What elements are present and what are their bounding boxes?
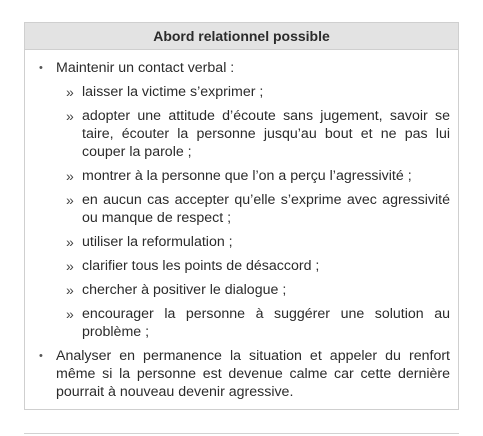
info-box (24, 22, 459, 410)
sub-item-text: chercher à positiver le dialogue ; (82, 282, 287, 298)
bullet-chevron: » (66, 282, 74, 298)
list-item-analyse (35, 347, 450, 401)
sub-item (66, 167, 450, 185)
sub-item-text: clarifier tous les points de désaccord ; (82, 258, 320, 274)
bullet-chevron: » (66, 108, 74, 124)
sub-item (66, 233, 450, 251)
sub-item (66, 281, 450, 299)
sub-item (66, 305, 450, 341)
sub-item (66, 107, 450, 161)
bullet-chevron: » (66, 168, 74, 184)
bottom-divider (24, 433, 459, 434)
sub-item (66, 83, 450, 101)
bullet-chevron: » (66, 258, 74, 274)
bullet-dot: • (39, 350, 43, 362)
box-title: Abord relationnel possible (25, 23, 458, 50)
sub-item-text: utiliser la reformulation ; (82, 234, 233, 250)
bullet-chevron: » (66, 306, 74, 322)
sub-item-text: en aucun cas accepter qu’elle s’exprime avec agressivité ou manque de respect ; (82, 192, 450, 226)
list-item-text: Maintenir un contact verbal : (56, 60, 235, 76)
sub-item-text: montrer à la personne que l’on a perçu l’agressivité ; (82, 168, 412, 184)
sub-item-text: adopter une attitude d’écoute sans jugement, savoir se taire, écouter la personne jusqu’au bout et ne pas lui couper la parole ; (82, 108, 450, 160)
sub-item-text: laisser la victime s’exprimer ; (82, 84, 264, 100)
bullet-chevron: » (66, 234, 74, 250)
sub-item (66, 257, 450, 275)
sub-item (66, 191, 450, 227)
list-item-text: Analyser en permanence la situation et appeler du renfort même si la personne est devenue calme car cette dernière pourrait à nouveau devenir agressive. (56, 348, 450, 400)
bullet-chevron: » (66, 192, 74, 208)
bullet-dot: • (39, 62, 43, 74)
list-item-main-contact (35, 59, 450, 77)
bullet-chevron: » (66, 84, 74, 100)
sub-item-text: encourager la personne à suggérer une solution au problème ; (82, 306, 450, 340)
